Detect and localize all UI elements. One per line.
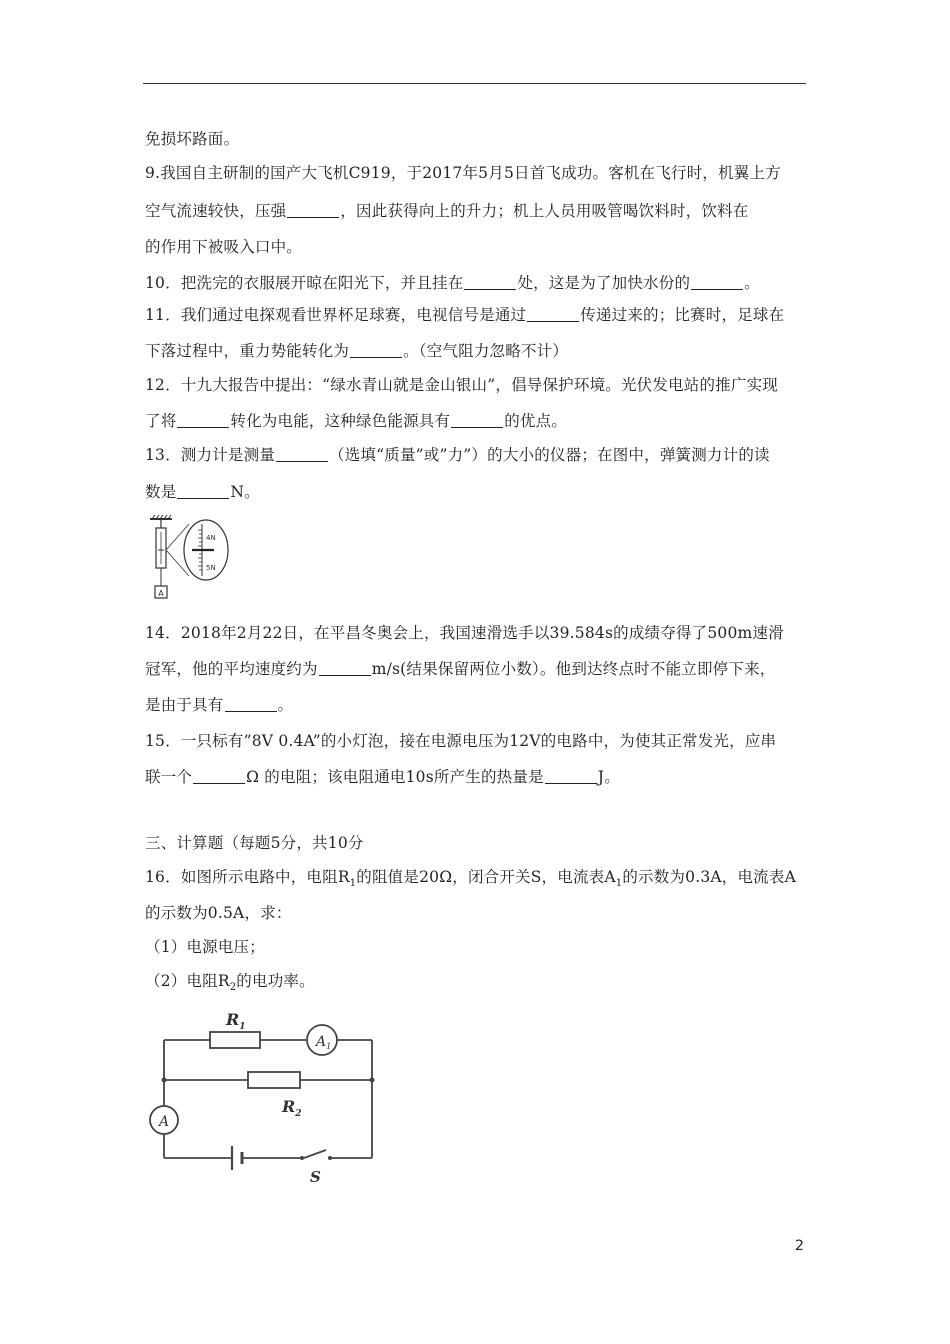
question-11-line-1: 11．我们通过电探观看世界杯足球赛，电视信号是通过 传递过来的；比赛时，足球在 bbox=[145, 306, 785, 324]
label-r1: $R_1$ bbox=[226, 1010, 246, 1032]
label-5n: 5N bbox=[206, 564, 216, 572]
question-16-part-1: （1）电源电压； bbox=[145, 938, 265, 956]
question-9-line-2: 空气流速较快，压强 ，因此获得向上的升力；机上人员用吸管喝饮料时，饮料在 bbox=[145, 202, 749, 220]
answer-blank[interactable] bbox=[464, 275, 516, 290]
question-16-line-2: 的示数为0.5A，求： bbox=[145, 904, 292, 922]
question-9-line-1: 9.我国自主研制的国产大飞机C919，于2017年5月5日首飞成功。客机在飞行时，机翼上方 bbox=[145, 164, 781, 182]
question-14-line-1: 14．2018年2月22日，在平昌冬奥会上，我国速滑选手以39.584s的成绩夺得了500m速滑 bbox=[145, 624, 784, 642]
answer-blank[interactable] bbox=[193, 769, 245, 784]
header-rule bbox=[143, 83, 806, 84]
section-heading: 三、计算题（每题5分，共10分 bbox=[145, 834, 364, 852]
question-15-line-1: 15．一只标有”8V 0.4A”的小灯泡，接在电源电压为12V的电路中，为使其正常发光，应串 bbox=[145, 732, 777, 750]
question-12-line-2: 了将 转化为电能，这种绿色能源具有 的优点。 bbox=[145, 412, 568, 430]
text-line: 免损坏路面。 bbox=[145, 130, 240, 148]
page-number: 2 bbox=[795, 1238, 804, 1254]
label-4n: 4N bbox=[206, 534, 216, 542]
label-s: S bbox=[310, 1168, 321, 1186]
question-12-line-1: 12．十九大报告中提出：“绿水青山就是金山银山”，倡导保护环境。光伏发电站的推广实现 bbox=[145, 376, 778, 394]
answer-blank[interactable] bbox=[276, 447, 328, 462]
answer-blank[interactable] bbox=[527, 307, 579, 322]
answer-blank[interactable] bbox=[287, 203, 339, 218]
label-a1: $A_1$ bbox=[316, 1034, 332, 1051]
answer-blank[interactable] bbox=[319, 661, 371, 676]
weight-label: A bbox=[158, 589, 164, 598]
answer-blank[interactable] bbox=[451, 413, 503, 428]
question-16-part-2: （2）电阻$R_2$的电功率。 bbox=[145, 972, 315, 994]
label-a: A bbox=[159, 1114, 170, 1130]
question-16-line-1: 16．如图所示电路中，电阻$R_1$的阻值是20Ω，闭合开关S，电流表$A_1$的示数为0.3A，电流表A bbox=[145, 868, 796, 890]
spring-scale-figure bbox=[144, 514, 236, 602]
question-10: 10．把洗完的衣服展开晾在阳光下，并且挂在 处，这是为了加快水份的 。 bbox=[145, 274, 760, 292]
answer-blank[interactable] bbox=[350, 343, 402, 358]
circuit-diagram bbox=[140, 1000, 390, 1190]
answer-blank[interactable] bbox=[225, 697, 277, 712]
question-11-line-2: 下落过程中，重力势能转化为 。（空气阻力忽略不计） bbox=[145, 342, 569, 360]
answer-blank[interactable] bbox=[177, 484, 229, 499]
switch bbox=[304, 1150, 326, 1158]
question-14-line-3: 是由于具有 。 bbox=[145, 696, 294, 714]
label-r2: $R_2$ bbox=[282, 1097, 302, 1119]
resistor-r2 bbox=[248, 1072, 300, 1088]
resistor-r1 bbox=[210, 1032, 260, 1048]
question-9-line-3: 的作用下被吸入口中。 bbox=[145, 238, 303, 256]
question-13-line-2: 数是 N。 bbox=[145, 483, 260, 501]
question-13-line-1: 13．测力计是测量 （选填“质量”或”力”）的大小的仪器；在图中，弹簧测力计的读 bbox=[145, 446, 770, 464]
answer-blank[interactable] bbox=[177, 413, 229, 428]
answer-blank[interactable] bbox=[691, 275, 743, 290]
answer-blank[interactable] bbox=[545, 769, 597, 784]
question-15-line-2: 联一个 Ω 的电阻；该电阻通电10s所产生的热量是 J。 bbox=[145, 768, 620, 786]
question-14-line-2: 冠军，他的平均速度约为 m/s(结果保留两位小数）。他到达终点时不能立即停下来， bbox=[145, 660, 776, 678]
